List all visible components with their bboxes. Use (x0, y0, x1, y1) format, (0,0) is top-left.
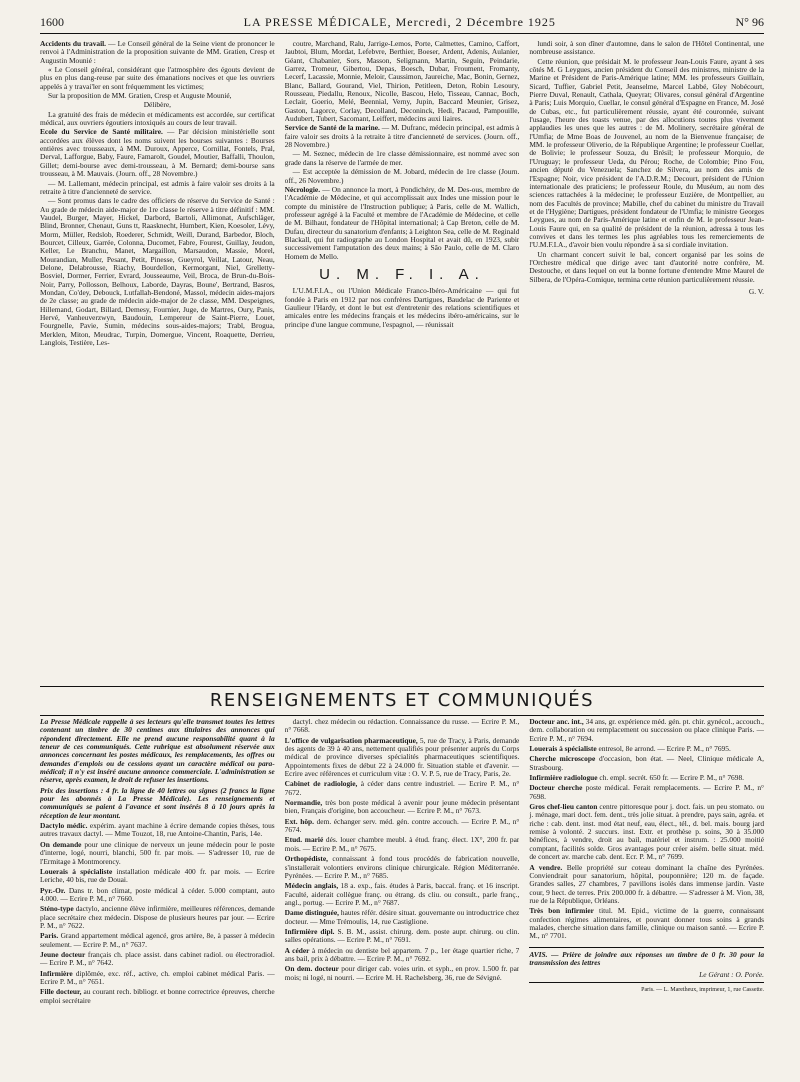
paragraph (285, 186, 520, 261)
classified-column-2 (285, 718, 520, 1072)
paragraph-text: 34 ans, gr. expérience méd. gén. pt. chir. gynécol., accouch., dem. collaboration ou remplacement ou succession ou place clinique Paris. — Ecrire P. M., n° 7694. (529, 718, 765, 743)
paragraph (529, 58, 764, 250)
paragraph-text: diplômée, exc. réf., active, ch. emploi cabinet médical Paris. — Ecrire P. M., n° 7651. (40, 968, 275, 986)
paragraph-text: — Le Conseil général de la Seine vient de prononcer le renvoi à l'Administration de la proposition suivante de MM. Gratien, Cresp et Augustin Mounié : (40, 40, 275, 65)
paragraph (529, 718, 764, 743)
paragraph-text: dactylo, ancienne élève infirmière, meilleures références, demande place secrétaire chez médecin. Dispose de plusieurs heures par jour. — Ecrire P. M., n° 7622. (40, 904, 275, 930)
ad-lead: Cabinet de radiologie, (284, 779, 358, 789)
signature: G. V. (748, 286, 765, 296)
paragraph-text: entresol, 8e arrond. — Ecrire P. M., n° 7695. (596, 744, 731, 754)
classified-column-1 (40, 718, 275, 1072)
paragraph (40, 841, 275, 866)
paragraph-text: d'occasion, bon état. — Neel, Clinique médicale A, Strasbourg. (529, 754, 765, 772)
ad-lead: Dactylo médic. (40, 821, 88, 831)
paragraph-text: expérim. ayant machine à écrire demande copies thèses, tous autres travaux dactyl. — Mme Touzot, 18, rue Antoine-Chantin, Paris, 14e. (40, 821, 275, 839)
ad-lead: Jeune docteur (40, 949, 86, 959)
paragraph-text: titul. M. Epid., victime de la guerre, connaissant confection régimes alimentaires, et pouvant donner tous soins à grands malades, cherche situation dans famille, clinique ou maison santé. — Ecrire P. M., n° 7701. (529, 906, 765, 941)
paragraph (529, 774, 764, 782)
paragraph (40, 822, 275, 839)
paragraph (40, 128, 275, 178)
paragraph-text: centre pittoresque pour j. doct. fais. un peu stomato. ou j. ménage, mari doct. fem. dent., très jolie situat. à prendre, pays sain, agréa. et riche : cab. dent. inst. mod état neuf, eau, élect., tél., d. bel. mais. bourg jard remise à volonté. 2 succurs. inst. Extr. et prothèse p. soins, 30 à 35.000 bénéfices, à vendre, droit au bail, matériel et instrum. : 25.000 moitié comptant, facilités solde. Gros avantages pour créer aisém. belle situat. méd. de concert av. marche cab. dent. Ecr. P. M., n° 7699. (529, 802, 765, 862)
paragraph-text: Un charmant concert suivit le bal, concert organisé par les soins de l'Orchestre médical que dirige avec tant d'autorité notre confrère, M. Destouche, et dans lequel on eut la bonne fortune d'entendre Mme Maurel de Silbera, de l'Opéra-Comique, termina cette réunion particulièrement réussie. (529, 249, 765, 284)
news-columns (40, 40, 764, 682)
ad-lead: Orthopédiste, (284, 854, 328, 864)
ad-lead: Louerais à spécialiste (529, 744, 597, 754)
paragraph-text: Cette réunion, que présidait M. le professeur Jean-Louis Faure, ayant à ses côtés M. G Leygues, ancien président du Conseil des ministres, ministre de la Marine et Président de Paris-Amérique latine; MM. les professeurs Guillain, Sicard, Tuffier, Gabriel Petit, Jeanselme, Marcel Labbé, Gley Nobécourt, Pierre Duval, Renault, Cathala, Queyrat; Olivares, consul général d'Argentine à Paris; Luis Morquio, Cuellar, le consul général d'Espagne en France, M. José de Cubas, etc., fut particulièrement réussie, ayant été couronnée, suivant l'usage, l'heure des toasts venue, par des allocutions toutes plus vivement applaudies les unes que les autres : de M. Molinery, secrétaire général de l'Umfia; de Mme Boas de Jouvenel, au nom de la Bienvenue française; de MM. le professeur Oliverio, de la République Argentine; le professeur Cuellar, de Bolivie; le professeur Souza, du Brésil; le professeur Morquio, de l'Uruguay; le professeur Ueda, du Pérou; Roche, de Colombie; Pino Fou, ancien député du Venezuela; Sanchez de Silvera, au nom des amis de l'Espagne; Noir, vice président de l'A.D.R.M.; Decourt, président de l'Union internationale des praticiens; le professeur Roule, du Muséum, au nom des sciences rattachées à la médecine; le professeur Euzière, de Montpellier, au nom des Facultés de province; Mabille, chef du cabinet du ministre du Travail et de l'Hygiène; Dartigues, président fondateur de l'Umfia; le ministre Georges Leygues, au nom de Paris-Amérique latine et enfin de M. le professeur Jean-Louis Faure qui, en sa qualité de président de la réunion, adressa à tous les convives et dans les termes les plus agréables tous les remerciements de l'U.M.F.I.A., d'avoir bien voulu répondre à sa si cordiale invitation. (529, 56, 765, 250)
paragraph (40, 905, 275, 930)
paragraph-text: dés. louer chambre meubl. à étud. franç. élect. 1X°, 200 fr. par mois. — Ecrire P. M., n° 7675. (284, 835, 520, 853)
rubric-intro: La Presse Médicale rappelle à ses lecteurs qu'elle transmet toutes les lettres contenant un timbre de 30 centimes aux titulaires des annonces qui répondent directement. Elle ne prend aucune responsabilité quant à la teneur de ces communiqués. Cette rubrique est absolument réservée aux annonces concernant les postes médicaux, les remplacements, les offres ou demandes d'emplois ou de cessions ayant un caractère médical ou para-médical; il n'y est inséré aucune annonce commerciale. L'administration se réserve, après examen, le droit de refuser les insertions. (40, 718, 275, 785)
classified-items (529, 718, 764, 941)
paragraph (285, 40, 520, 123)
paragraph (285, 947, 520, 964)
paragraph-text: — M. Dufranc, médecin principal, est admis à faire valoir ses droits à la retraite à titre d'ancienneté de services. (Journ. off., 28 Novembre.) (284, 123, 520, 150)
paragraph (529, 907, 764, 940)
ad-lead: Infirmière dipl. (284, 926, 335, 936)
classified-columns (40, 718, 764, 1072)
ad-lead: Fille docteur, (40, 987, 82, 997)
paragraph-text: hautes référ. désire situat. gouvernante ou introductrice chez docteur. — Mme Trémoulis, 14, rue Castiglione. (284, 908, 520, 926)
paragraph-text: dactyl. chez médecin ou rédaction. Connaissance du russe. — Ecrire P. M., n° 7668. (284, 718, 520, 735)
gerant-line: Le Gérant : O. Porée. (529, 971, 764, 982)
paragraph-text: à céder dans centre industriel. — Ecrire P. M., n° 7672. (284, 779, 520, 797)
paragraph (529, 864, 764, 906)
paragraph-text: installation médicale 400 fr. par mois. — Ecrire Leriche, 40 bis, rue de Douai. (40, 866, 275, 885)
paragraph-text: — On annonce la mort, à Pondichéry, de M. Des-ous, membre de l'Académie de Médecine, et qui accomplissait aux Indes une mission pour le compte du ministère de l'Instruction publique; à Paris, celle de M. Wallich, professeur agrégé à la Faculté et membre de l'Académie de Médecine, et celle de M. Bilhaut, fondateur de l'Hôpital international; à Cap Breton, celle de M. Dufau, directeur du sanatorium d'enfants; à Leighton Sea, celle de M. Reginald Blackall, qui fut radiographe au London Hospital et avait dû, en 1923, subir successivement l'amputation des deux mains; à São Paulo, celle de M. Claro Homem de Mello. (284, 184, 520, 261)
paragraph (285, 718, 520, 735)
paragraph-text: S. B. M., assist. chirurg. dem. poste aupr. chirurg. ou clin. salles opérations. — Ecrire P. M., n° 7691. (284, 926, 520, 945)
ad-lead: Très bon infirmier (529, 906, 594, 916)
paragraph-text: pour diriger cab. voies urin. et syph., en prov. 1.500 fr. par mois; ni logé, ni nourri. — Ecrire M. H. Rachelsberg, 36, rue de Sévigné. (284, 964, 520, 982)
paragraph-text: — Par décision ministérielle sont accordées aux élèves dont les noms suivent les bourses suivantes : Bourses entières avec trousseaux, à MM. Duroux, Apperce, Cornillat, Fontels, Pral, Derval, Lafforgue, Baby, Faure, Famarolt, Goudel, Moutier, Baffalli, Thoulon, Gillet; demi-bourse avec demi-trousseau, à M. Bernard; demi-bourse sans trousseau, à M. Mauvais. (Journ. off., 28 Novembre.) (40, 127, 275, 179)
page-number: 1600 (40, 14, 64, 29)
ad-lead: A vendre. (529, 862, 563, 872)
paragraph-heading: Ecole du Service de Santé militaire. (40, 127, 163, 137)
paragraph (285, 799, 520, 816)
paragraph-text: très bon poste médical à avenir pour jeune médecin présentant bien, Français d'origine, bon accoucheur. — Ecrire P. M., n° 7673. (284, 798, 520, 816)
paragraph (285, 168, 520, 185)
paragraph (529, 40, 764, 57)
paragraph-text: 18 a. exp., fais. études à Paris, baccal. franç. et 16 inscript. Faculté, aiderait collègue franç. ou étrang. ds cliu. ou consult., parle franç., angl., portug. — Ecrire P. M., n° 7687. (284, 881, 520, 907)
ad-lead: Louerais à spécialiste (40, 866, 113, 876)
avis-notice: AVIS. — Prière de joindre aux réponses un timbre de 0 fr. 30 pour la transmission des lettres (529, 947, 764, 968)
paragraph (40, 988, 275, 1005)
ad-lead: Médecin anglais, (284, 881, 339, 891)
paragraph (40, 40, 275, 65)
paragraph-text: 5, rue de Tracy, à Paris, demande des agents de 39 à 40 ans, nettement qualifiés pour présenter auprès du Corps médical de province diverses spécialités pharmaceutiques scientifiques. Appointements fixes de début 22 à 24.000 fr. Situation stable et d'avenir. — Ecrire avec références et curriculum vitæ : O. V. P. 5, rue de Tracy, Paris, 2e. (284, 735, 520, 779)
issue-number: N° 96 (735, 14, 764, 29)
paragraph-heading: Accidents du travail. (40, 40, 107, 48)
ad-lead: Normandie, (284, 798, 323, 808)
paragraph (285, 855, 520, 880)
paragraph-text: La gratuité des frais de médecin et médicaments est accordée, sur certificat médical, aux ouvriers égoutiers intoxiqués au cours de leur travail. (40, 109, 275, 128)
paragraph-heading: Service de Santé de la marine. (284, 123, 380, 133)
news-column-3 (529, 40, 764, 682)
paragraph-text: dem. échanger serv. méd. gén. contre accouch. — Ecrire P. M., n° 7674. (284, 816, 520, 835)
paragraph-text: au courant rech. bibliogr. et bonne correctrice épreuves, cherche emploi secrétaire (40, 987, 275, 1005)
ad-lead: On dem. docteur (284, 964, 339, 974)
paragraph (285, 287, 520, 329)
paragraph (529, 803, 764, 861)
centered-line: Délibère, (143, 100, 171, 110)
paragraph (285, 928, 520, 945)
umfia-heading: U. M. F. I. A. (319, 265, 485, 283)
ad-lead: Infirmière radiologue (529, 773, 598, 783)
paragraph (40, 970, 275, 987)
paragraph-text: Sur la proposition de MM. Gratien, Cresp et Auguste Mounié, (48, 91, 232, 101)
paragraph (40, 951, 275, 968)
paragraph (285, 836, 520, 853)
paragraph-text: lundi soir, à son dîner d'automne, dans le salon de l'Hôtel Continental, une nombreuse assistance. (529, 40, 765, 57)
paragraph (529, 745, 764, 753)
news-column-1 (40, 40, 275, 682)
paragraph (285, 124, 520, 149)
paragraph-text: Dans tr. bon climat, poste médical à céder. 5.000 comptant, auto 4.000. — Ecrire P. M., n° 7660. (40, 885, 275, 903)
paragraph (529, 755, 764, 772)
paragraph (40, 111, 275, 128)
paragraph-text: ch. empl. secrét. 650 fr. — Ecrire P. M., n° 7698. (597, 773, 744, 783)
paragraph (285, 737, 520, 779)
paragraph-text: coutre, Marchand, Ralu, Jarrige-Lemos, Porte, Calmettes, Camino, Caffort, Jaubtoi, Blum, Mordat, Lefebvre, Berthier, Boeser, Ardent, Adenis, Aulanier, Géant, Chabanier, Sors, Masson, Seligmann, Martin, Seguin, Peindarie, Garrez, Tromeur, Gibertou, Depas, Boesch, Dubar, Froument, Fromanty, Lecerf, Lacassie, Monnie, Meloir, Caussimon, Jaureiche, Mac, Bonin, Gernez, Blanc, Ballard, Gourand, Viel, Thirion, Petitleen, Deton, Robin Lesoury, Rousseau, Piedallu, Renoux, Nicolle, Bascou, Helo, Tisseau, Cannac, Boch, Leclair, Goerio, Melé, Beennial, Verny, Jupin, Baccard Meunier, Grisez, Gaston, Lagorce, Corlay, Decolland, Deconinck, Hedi, Pacaud, Pampouille, Audubert, Tubert, Sacomant, Leiffert, médecins auxi liaires. (284, 40, 520, 124)
paragraph-text: — M. Seznec, médecin de 1re classe démissionnaire, est nommé avec son grade dans la réserve de l'armée de mer. (284, 149, 520, 167)
paragraph-text: « Le Conseil général, considérant que l'atmosphère des égouts devient de plus en plus dang-reuse par suite des émanations nocives et que les ouvriers appelés à y travai'ler en sont fréquemment les victimes; (40, 65, 275, 91)
paragraph-text: — M. Lallemant, médecin principal, est admis à faire valoir ses droits à la retraite à titre d'ancienneté de service. (40, 178, 275, 196)
ad-lead: L'office de vulgarisation pharmaceutique, (284, 735, 418, 745)
paragraph-text: Belle propriété sur coteau dominant la chaîne des Pyrénées. Conviendrait pour sanatorium, hôpital, pouponnière; 120 m. de façade. Grandes salles, 27 chambres, 7 pavillons isolés dans immense jardin. Vaste cour, 9 hect. de terres. Prix 200.000 fr. à débattre. — S'adresser à M. Vion, 38, rue de la République, Orléans. (529, 862, 765, 905)
section-title: RENSEIGNEMENTS ET COMMUNIQUÉS (40, 686, 764, 716)
ad-lead: Docteur anc. int., (529, 718, 584, 726)
paragraph (40, 66, 275, 91)
ad-lead: Ext. hôp. (284, 816, 314, 826)
ad-lead: Cherche microscope (529, 754, 596, 764)
paragraph-text: — Est acceptée la démission de M. Jobard, médecin de 1re classe (Journ. off., 26 Novembre.) (284, 167, 520, 185)
paragraph-text: connaissant à fond tous procédés de fabrication nouvelle, s'installerait volontiers environs clinique chirurgicale. Région Méditerranée. Pyrénées. — Ecrire P. M., n° 7685. (284, 854, 520, 880)
paragraph-text: poste médical. Ferait remplacements. — Ecrire P. M., n° 7698. (529, 783, 765, 801)
ad-lead: Docteur cherche (529, 783, 583, 793)
paragraph-text: Grand appartement médical agencé, gros artère, 8e, à passer à médecin seulement. — Ecrire P. M., n° 7637. (40, 931, 275, 949)
paragraph (40, 92, 275, 100)
ad-lead: On demande (40, 839, 82, 849)
paragraph (40, 197, 275, 347)
paragraph-text: L'U.M.F.I.A., ou l'Union Médicale Franco-Ibéro-Américaine — qui fut fondée à Paris en 1912 par nos confrères Dartigues, Baudelac de Pariente et Gaulieur l'Hardy, et dont le but est d'entretenir des relations scientifiques et amicales entre les médecins français et les médecins ibéro-américains, sur le principe d'une langue commune, l'espagnol, — réunissait (284, 286, 520, 329)
ad-lead: Sténo-type (40, 904, 74, 914)
ad-lead: Infirmière (40, 968, 73, 978)
paragraph-text: — Sont promus dans le cadre des officiers de réserve du Service de Santé : Au grade de médecin aide-major de 1re classe le réserve à titre définitif : MM. Vaudel, Burger, Mayer, Hickel, Darbord, Bartoli, Allimonat, Aufschläger, Blind, Bronner, Chenaut, Guns tt, Raasknecht, Humbert, Kien, Koesoler, Lévy, Morm, Müller, Redslob, Roederer, Schmidt, Weill, Durand, Barbedor, Bloch, Bourcet, Cilleux, Garrée, Colonna, Ducomet, Fabre, Fourest, Guillay, Jeudon, Keller, Le Branchu, Manet, Margaillon, Marsaudon, Massie, Morel, Mourandian, Muller, Pesant, Petit, Pinesse, Gueyrol, Veillat, Latour, Neau, Delone, Delabrousse, Riachy, Bourdellon, Kermorgant, Niel, Grelletty-Bosviel, Dormer, Ferrier, Evrard, Jousseaume, Veil, Broca, de Brun-du-Bois-Noir, Parry, Pollosson, Belhoux, Laborde, Dayras, Boune', Bertrand, Basros, Mondan, Co'dey, Debouck, Lutfallah-Bendoné, Massol, médecin aides-majors de 2e classe; au grade de médecin aide-major de 2e classe, MM. Despeignes, Hillemand, Godart, Billard, Demesy, Fournier, Juge, de Martres, Oury, Panis, Hervé, Vanheuverzwyn, Baudouin, Lempereur de Saint-Pierre, Louet, Fourgnelle, Pavie, Sumin, médecins sous-aides-majors; Trabl, Brogua, Merklen, Miton, Meudrac, Turpin, Domergue, Vincent, Roaquette, Derrieu, Langlois, Testière, Les- (40, 196, 275, 348)
ad-lead: Pyr.-Or. (40, 885, 66, 895)
page-header (40, 14, 764, 34)
paragraph (285, 909, 520, 926)
printer-line: Paris. — L. Maretheux, imprimeur, 1, rue Cassette. (641, 986, 765, 993)
news-column-2 (285, 40, 520, 682)
paragraph (285, 150, 520, 167)
paragraph (40, 932, 275, 949)
paragraph (285, 882, 520, 907)
issue-date: Mercredi, 2 Décembre 1925 (395, 14, 556, 29)
ad-lead: Etud. marié (284, 835, 324, 845)
ad-lead: A céder (284, 945, 310, 955)
rubric-intro: Prix des insertions : 4 fr. la ligne de 40 lettres ou signes (2 francs la ligne pour les abonnés à La Presse Médicale). Les renseignements et communiqués se paient à l'avance et sont insérés 8 à 10 jours après la réception de leur montant. (40, 785, 275, 820)
paragraph (40, 868, 275, 885)
paragraph (285, 780, 520, 797)
paragraph-text: français ch. place assist. dans cabinet radiol. ou électroradiol. — Ecrire P. M., n° 7642. (40, 949, 275, 968)
paragraph (285, 965, 520, 982)
ad-lead: Dame distinguée, (284, 908, 339, 918)
classified-column-3 (529, 718, 764, 1072)
paragraph-text: à médecin ou dentiste bel appartem. 7 p., 1er étage quartier riche, 7 ans bail, prix à débattre. — Ecrire P. M., n° 7692. (284, 945, 520, 963)
paragraph (40, 180, 275, 197)
paragraph (40, 887, 275, 904)
ad-lead: Gros chef-lieu canton (529, 802, 598, 812)
paragraph (285, 818, 520, 835)
ad-lead: Paris. (40, 931, 59, 941)
journal-name: LA PRESSE MÉDICALE (243, 14, 388, 29)
journal-title: LA PRESSE MÉDICALE, Mercredi, 2 Décembre 1925 (243, 14, 556, 29)
paragraph (529, 784, 764, 801)
paragraph (529, 251, 764, 284)
paragraph-text: pour une clinique de nerveux un jeune médecin pour le poste d'interne, logé, nourri, blanchi, 500 fr. par mois. — S'adresser 10, rue de l'Ermitage à Montmorency. (40, 839, 275, 866)
paragraph-heading: Nécrologie. (284, 184, 321, 194)
